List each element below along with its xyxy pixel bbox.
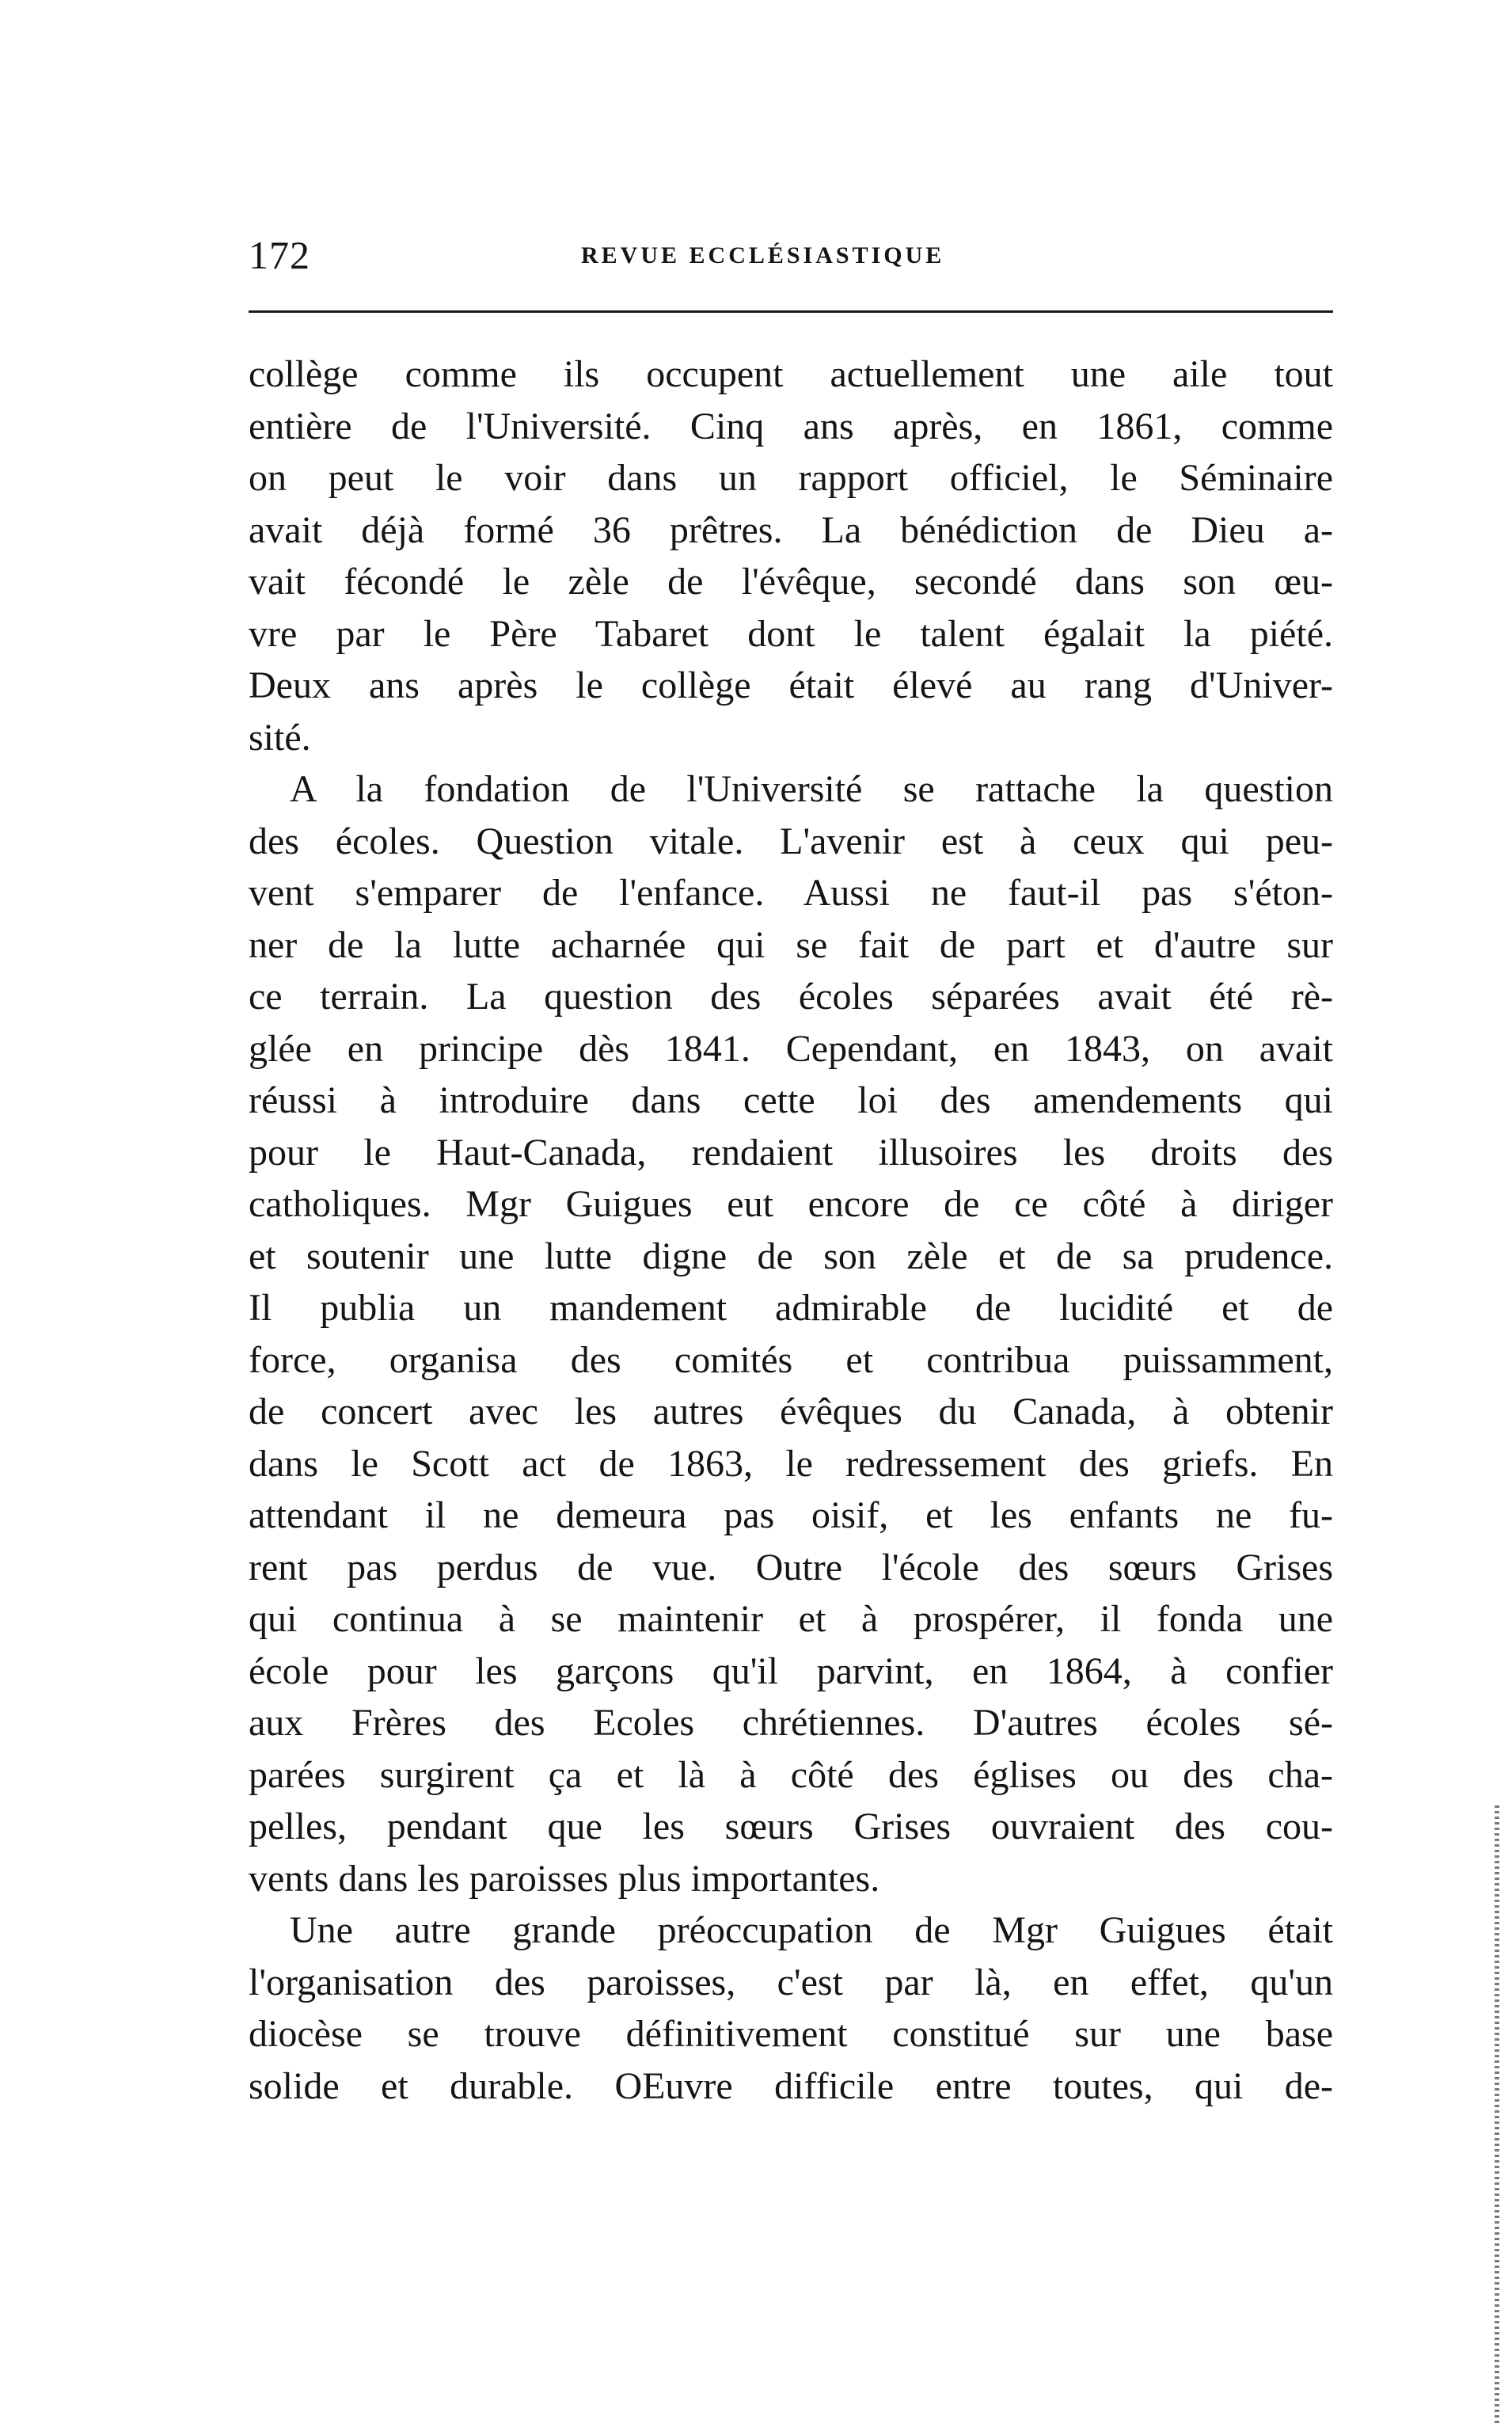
text-line: pour le Haut-Canada, rendaient illusoires les droits des (249, 1131, 1333, 1174)
text-line: vent s'emparer de l'enfance. Aussi ne faut-il pas s'éton- (249, 872, 1333, 914)
text-line: Deux ans après le collège était élevé au rang d'Univer- (249, 664, 1333, 706)
text-line: Il publia un mandement admirable de lucidité et de (249, 1287, 1333, 1329)
scan-edge-mark (1495, 1805, 1499, 2423)
text-line: de concert avec les autres évêques du Canada, à obtenir (249, 1391, 1333, 1432)
text-line: école pour les garçons qu'il parvint, en 1864, à confier (249, 1649, 1333, 1692)
text-line: réussi à introduire dans cette loi des amendements qui (249, 1079, 1333, 1121)
page-header (249, 231, 1333, 279)
text-line: aux Frères des Ecoles chrétiennes. D'autres écoles sé- (249, 1702, 1333, 1744)
text-line: avait déjà formé 36 prêtres. La bénédiction de Dieu a- (249, 508, 1333, 551)
text-line: parées surgirent ça et là à côté des églises ou des cha- (249, 1753, 1333, 1796)
text-line: l'organisation des paroisses, c'est par là, en effet, qu'un (249, 1961, 1333, 2003)
text-line: on peut le voir dans un rapport officiel, le Séminaire (249, 457, 1333, 499)
text-line: pelles, pendant que les sœurs Grises ouvraient des cou- (249, 1805, 1333, 1847)
text-line: et soutenir une lutte digne de son zèle et de sa prudence. (249, 1235, 1333, 1277)
running-head: REVUE ECCLÉSIASTIQUE (581, 242, 945, 268)
header-rule (249, 310, 1333, 313)
text-line: Une autre grande préoccupation de Mgr Guigues était (290, 1909, 1333, 1951)
text-line: sité. (249, 716, 311, 759)
text-line: qui continua à se maintenir et à prospérer, il fonda une (249, 1598, 1333, 1640)
page-number: 172 (249, 233, 310, 277)
text-line: vait fécondé le zèle de l'évêque, secondé dans son œu- (249, 561, 1333, 603)
text-line: force, organisa des comités et contribua puissamment, (249, 1338, 1333, 1381)
text-line: ner de la lutte acharnée qui se fait de part et d'autre sur (249, 923, 1333, 966)
body-text (249, 348, 1333, 2112)
text-line: dans le Scott act de 1863, le redressement des griefs. En (249, 1442, 1333, 1485)
text-line: entière de l'Université. Cinq ans après, en 1861, comme (249, 405, 1333, 447)
text-line: attendant il ne demeura pas oisif, et les enfants ne fu- (249, 1494, 1333, 1536)
text-line: A la fondation de l'Université se rattache la question (290, 768, 1333, 810)
text-line: rent pas perdus de vue. Outre l'école des sœurs Grises (249, 1546, 1333, 1588)
text-line: vents dans les paroisses plus importantes. (249, 1857, 880, 1900)
text-line: diocèse se trouve définitivement constitué sur une base (249, 2013, 1333, 2055)
text-line: solide et durable. OEuvre difficile entre toutes, qui de- (249, 2064, 1333, 2107)
text-line: collège comme ils occupent actuellement une aile tout (249, 353, 1333, 395)
text-line: vre par le Père Tabaret dont le talent égalait la piété. (249, 612, 1333, 655)
text-line: catholiques. Mgr Guigues eut encore de ce côté à diriger (249, 1183, 1333, 1225)
text-line: ce terrain. La question des écoles séparées avait été rè- (249, 976, 1333, 1018)
text-line: glée en principe dès 1841. Cependant, en 1843, on avait (249, 1027, 1333, 1070)
text-line: des écoles. Question vitale. L'avenir est à ceux qui peu- (249, 820, 1333, 862)
